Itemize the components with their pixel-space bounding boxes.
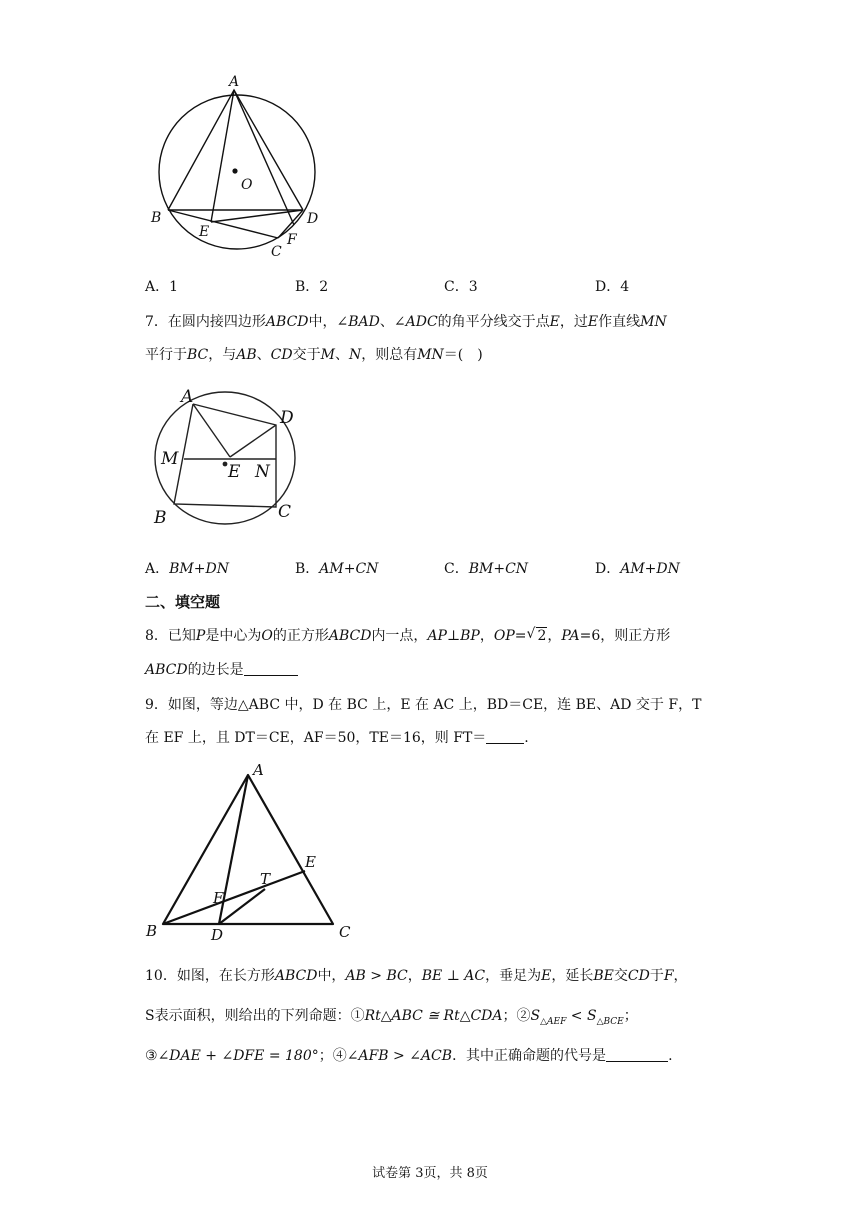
label-e: E [199, 224, 210, 240]
center-dot [232, 168, 237, 173]
label-b: B [151, 210, 162, 226]
q8-line1: 8．已知P是中心为O的正方形ABCD内一点，AP⊥BP，OP= √ 2，PA=6，则正方形 [145, 626, 671, 644]
q9-line2: 在 EF 上，且 DT＝CE，AF＝50，TE＝16，则 FT＝ . [145, 730, 529, 746]
q10-line2: S表示面积，则给出的下列命题：①Rt△ABC ≅ Rt△CDA；$②S_{\triangle AEF} < S_{\triangle BCE}$； [145, 1008, 638, 1027]
q10-line1: 10．如图，在长方形ABCD中，AB > BC，BE ⊥ AC，垂足为E，延长BE交CD于F， [145, 968, 688, 984]
label-e: E [305, 853, 316, 871]
label-d: D [211, 926, 224, 944]
label-n: N [255, 462, 270, 482]
label-b: B [146, 922, 158, 940]
sqrt-two: √ 2 [526, 626, 547, 644]
q9-line1: 9．如图，等边△ABC 中，D 在 BC 上，E 在 AC 上，BD＝CE，连 BE、AD 交于 F，T [145, 697, 702, 713]
label-b: B [154, 508, 167, 528]
label-e: E [228, 462, 241, 482]
q7-line1: 7．在圆内接四边形ABCD中，∠BAD、∠ADC的角平分线交于点E，过E作直线MN [145, 314, 667, 330]
label-a: A [253, 761, 264, 779]
label-c: C [271, 244, 282, 260]
figure-q9-triangle [143, 760, 358, 945]
q6-option-d[interactable]: D．4 [595, 279, 630, 295]
answer-blank[interactable] [606, 1047, 668, 1062]
label-m: M [161, 449, 179, 469]
figure-q7-circle [148, 380, 308, 530]
section-heading: 二、填空题 [145, 593, 221, 611]
label-f: F [213, 889, 224, 907]
label-d: D [307, 211, 319, 227]
answer-blank[interactable] [486, 729, 524, 744]
triangle-abd [168, 90, 303, 210]
figure-q6-circle [145, 72, 335, 262]
label-o: O [241, 177, 253, 193]
q7-line2: 平行于BC，与AB、CD交于M、N，则总有MN＝( ) [145, 347, 483, 363]
q7-option-b[interactable]: B．AM+CN [295, 561, 379, 577]
q7-option-d[interactable]: D．AM+DN [595, 561, 680, 577]
q6-option-b[interactable]: B．2 [295, 279, 329, 295]
label-a: A [181, 387, 194, 407]
label-c: C [278, 502, 292, 522]
q7-option-c[interactable]: C．BM+CN [444, 561, 529, 577]
label-d: D [280, 408, 294, 428]
q7-option-a[interactable]: A．BM+DN [145, 561, 229, 577]
q6-option-c[interactable]: C．3 [444, 279, 478, 295]
label-t: T [260, 870, 271, 888]
q6-option-a[interactable]: A．1 [145, 279, 179, 295]
page-footer: 试卷第 3页，共 8页 [372, 1166, 488, 1181]
q8-line2: ABCD的边长是 [145, 659, 298, 679]
label-c: C [339, 923, 351, 941]
label-f: F [287, 232, 297, 248]
quadrilateral-abcd [174, 404, 276, 507]
label-a: A [229, 74, 240, 90]
q10-line3: ③∠DAE + ∠DFE = 180°；④∠AFB > ∠ACB．其中正确命题的代号是 . [145, 1048, 673, 1064]
answer-blank[interactable] [244, 661, 298, 676]
